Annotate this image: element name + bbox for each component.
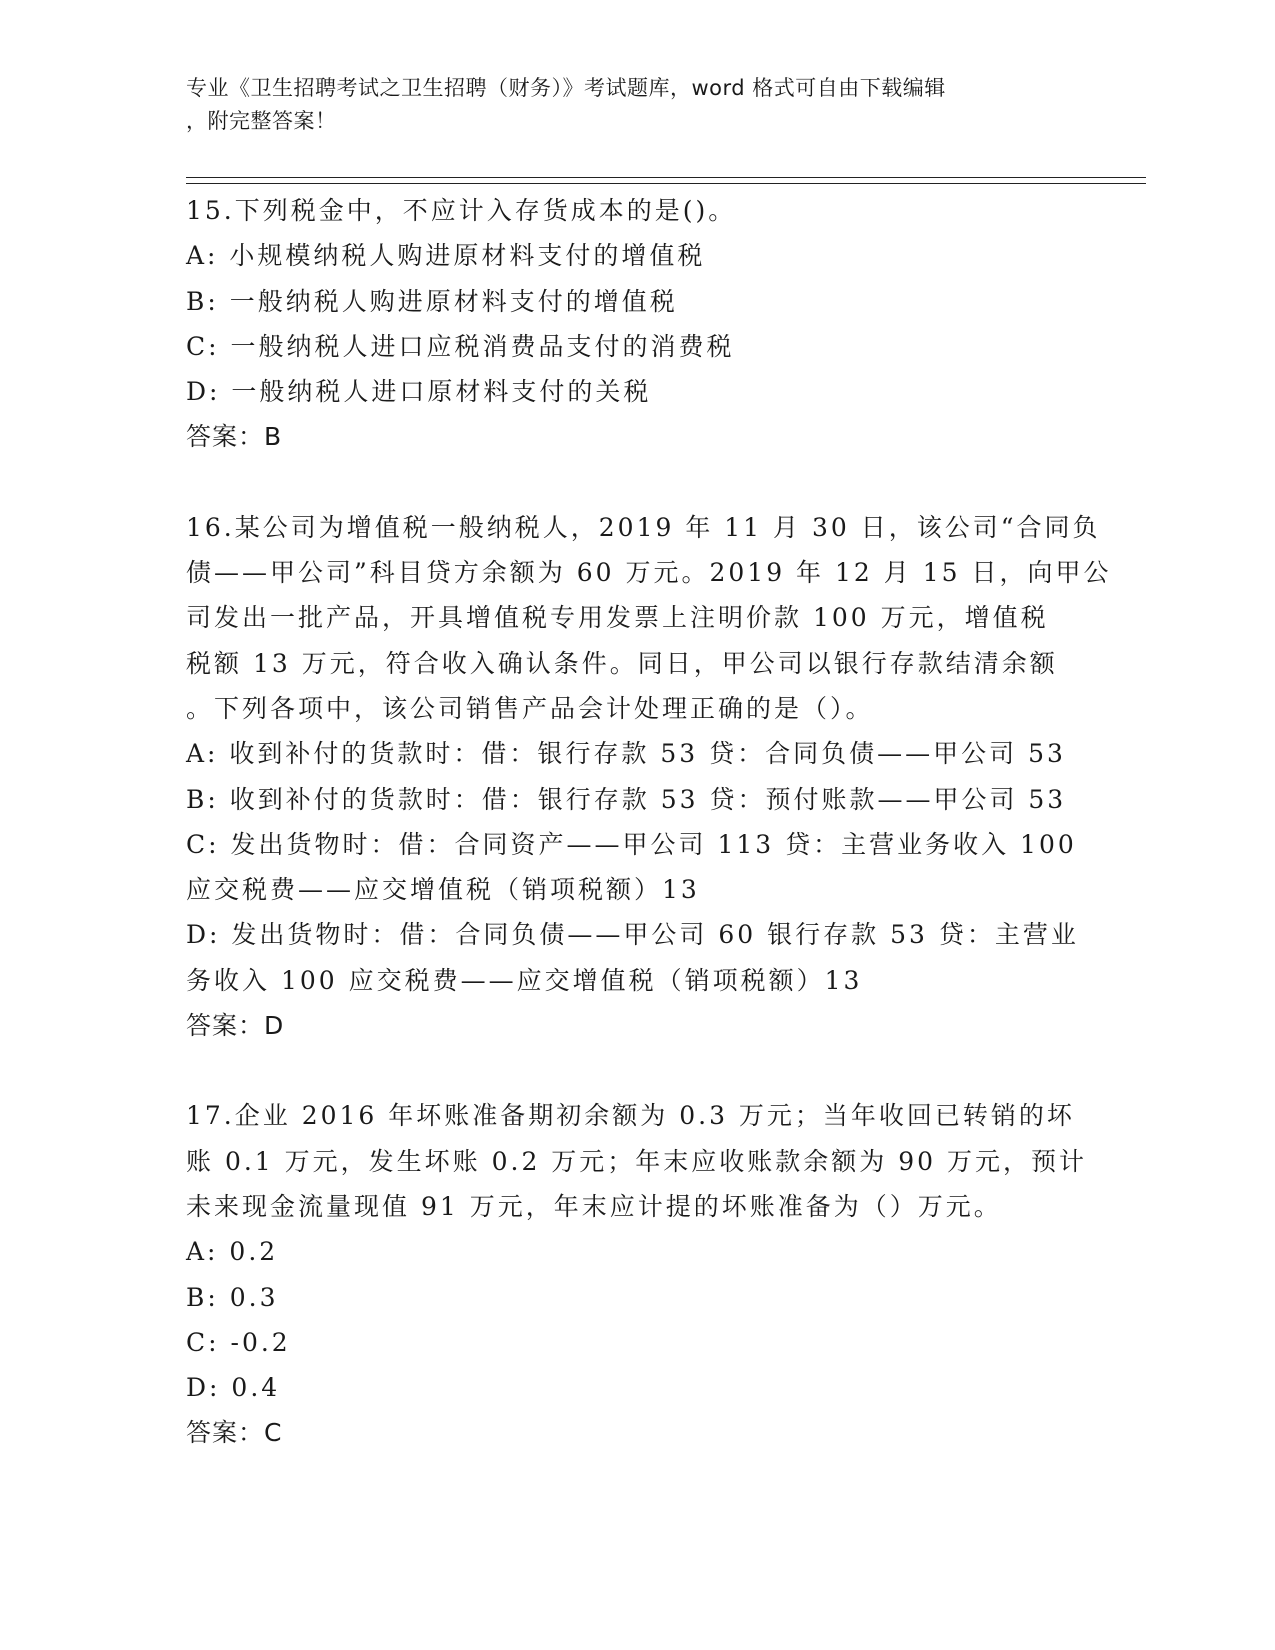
option-c-continued: 应交税费——应交增值税（销项税额）13 [186, 875, 700, 905]
header-divider-top [186, 177, 1146, 178]
question-spacer [186, 460, 1086, 505]
answer: 答案：D [186, 1011, 285, 1041]
question-16 [186, 505, 1112, 1049]
option-c: C: 发出货物时：借：合同资产——甲公司 113 贷：主营业务收入 100 [186, 829, 1077, 859]
option-c: C: -0.2 [186, 1327, 291, 1357]
question-stem: 15.下列税金中，不应计入存货成本的是()。 [186, 196, 737, 225]
document-header [186, 72, 1066, 138]
option-d-continued: 务收入 100 应交税费——应交增值税（销项税额）13 [186, 965, 863, 995]
question-stem: 账 0.1 万元，发生坏账 0.2 万元；年末应收账款余额为 90 万元，预计 [186, 1146, 1088, 1176]
option-b: B: 收到补付的货款时：借：银行存款 53 贷：预付账款——甲公司 53 [186, 784, 1067, 814]
option-c: C: 一般纳税人进口应税消费品支付的消费税 [186, 331, 735, 361]
option-d: D: 0.4 [186, 1373, 281, 1403]
question-stem: 司发出一批产品，开具增值税专用发票上注明价款 100 万元，增值税 [186, 603, 1049, 633]
question-17 [186, 1093, 1086, 1455]
question-15 [186, 188, 1086, 460]
header-divider-bottom [186, 183, 1146, 184]
header-line-1: 专业《卫生招聘考试之卫生招聘（财务）》考试题库，word 格式可自由下载编辑 [186, 76, 946, 100]
option-b: B: 0.3 [186, 1282, 279, 1312]
option-d: D: 发出货物时：借：合同负债——甲公司 60 银行存款 53 贷：主营业 [186, 920, 1079, 950]
option-b: B: 一般纳税人购进原材料支付的增值税 [186, 286, 678, 316]
question-stem: 债——甲公司”科目贷方余额为 60 万元。2019 年 12 月 15 日，向甲公 [186, 558, 1112, 588]
question-spacer [186, 1048, 1086, 1093]
header-line-2: ，附完整答案！ [186, 109, 337, 133]
option-a: A: 收到补付的货款时：借：银行存款 53 贷：合同负债——甲公司 53 [186, 739, 1066, 769]
option-d: D: 一般纳税人进口原材料支付的关税 [186, 377, 652, 407]
question-stem: 17.企业 2016 年坏账准备期初余额为 0.3 万元；当年收回已转销的坏 [186, 1101, 1075, 1131]
question-stem: 税额 13 万元，符合收入确认条件。同日，甲公司以银行存款结清余额 [186, 648, 1058, 678]
question-stem: 未来现金流量现值 91 万元，年末应计提的坏账准备为（）万元。 [186, 1191, 1002, 1221]
option-a: A: 0.2 [186, 1237, 279, 1267]
question-stem: 。下列各项中，该公司销售产品会计处理正确的是（）。 [186, 693, 874, 723]
answer: 答案：C [186, 1418, 283, 1448]
question-list [186, 188, 1112, 1456]
answer: 答案：B [186, 422, 283, 452]
question-stem: 16.某公司为增值税一般纳税人，2019 年 11 月 30 日，该公司“合同负 [186, 512, 1101, 542]
option-a: A: 小规模纳税人购进原材料支付的增值税 [186, 241, 706, 271]
